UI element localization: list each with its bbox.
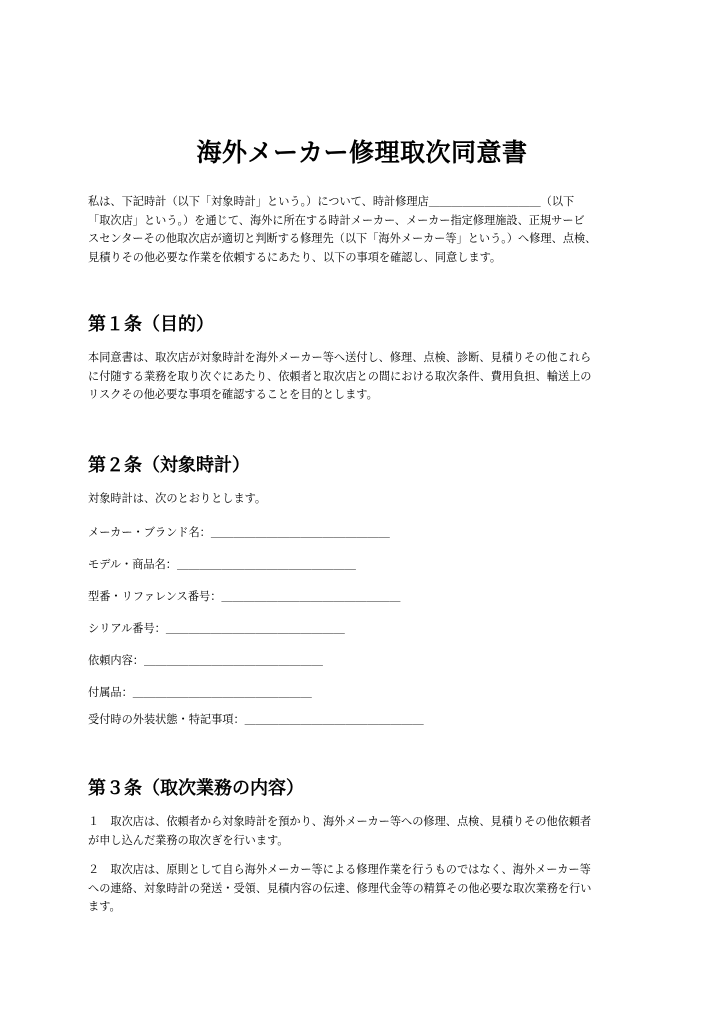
- document-title: 海外メーカー修理取次同意書: [196, 137, 528, 167]
- article2-heading: 第２条（対象時計）: [88, 455, 250, 476]
- field-maker-brand: メーカー・ブランド名：＿＿＿＿＿＿＿＿＿＿＿＿＿＿＿＿: [88, 526, 390, 539]
- field-model-name: モデル・商品名：＿＿＿＿＿＿＿＿＿＿＿＿＿＿＿＿: [88, 558, 356, 571]
- field-request-content: 依頼内容：＿＿＿＿＿＿＿＿＿＿＿＿＿＿＿＿: [88, 654, 323, 667]
- article3-item1-line: が申し込んだ業務の取次ぎを行います。: [88, 833, 289, 847]
- field-exterior-condition: 受付時の外装状態・特記事項：＿＿＿＿＿＿＿＿＿＿＿＿＿＿＿＿: [88, 713, 424, 726]
- article1-line: に付随する業務を取り次ぐにあたり、依頼者と取次店との間における取次条件、費用負担、輸送上の: [88, 369, 592, 383]
- intro-line: 見積りその他必要な作業を依頼するにあたり、以下の事項を確認し、同意します。: [88, 250, 502, 264]
- article3-item2-line: への連絡、対象時計の発送・受領、見積内容の伝達、修理代金等の精算その他必要な取次業務を行い: [88, 881, 592, 895]
- field-reference-number: 型番・リファレンス番号：＿＿＿＿＿＿＿＿＿＿＿＿＿＿＿＿: [88, 590, 401, 603]
- intro-line: 「取次店」という。）を通じて、海外に所在する時計メーカー、メーカー指定修理施設、正規サービ: [88, 213, 585, 227]
- article1-line: 本同意書は、取次店が対象時計を海外メーカー等へ送付し、修理、点検、診断、見積りその他これら: [88, 351, 592, 364]
- article2-intro: [88, 490, 648, 509]
- intro-line: 私は、下記時計（以下「対象時計」という。）について、時計修理店＿＿＿＿＿＿＿＿＿＿（以下: [88, 195, 575, 208]
- article1-heading: 第１条（目的）: [88, 314, 214, 335]
- article3-heading: 第３条（取次業務の内容）: [88, 778, 304, 799]
- article3-item1: [88, 813, 648, 850]
- intro-paragraph: [88, 193, 648, 267]
- article3-item2-line: ます。: [88, 900, 121, 914]
- article1-paragraph: [88, 349, 648, 405]
- article1-line: リスクその他必要な事項を確認することを目的とします。: [88, 388, 378, 402]
- article2-intro-line: 対象時計は、次のとおりとします。: [88, 492, 267, 505]
- field-accessories: 付属品：＿＿＿＿＿＿＿＿＿＿＿＿＿＿＿＿: [88, 686, 312, 699]
- article3-item1-line: １ 取次店は、依頼者から対象時計を預かり、海外メーカー等への修理、点検、見積りその他依頼者: [88, 815, 592, 828]
- field-serial-number: シリアル番号：＿＿＿＿＿＿＿＿＿＿＿＿＿＿＿＿: [88, 622, 345, 635]
- article3-item2-line: ２ 取次店は、原則として自ら海外メーカー等による修理作業を行うものではなく、海外メーカー等: [88, 863, 591, 876]
- article3-item2: [88, 861, 648, 917]
- intro-line: スセンターその他取次店が適切と判断する修理先（以下「海外メーカー等」という。）へ修理、点検、: [88, 232, 597, 246]
